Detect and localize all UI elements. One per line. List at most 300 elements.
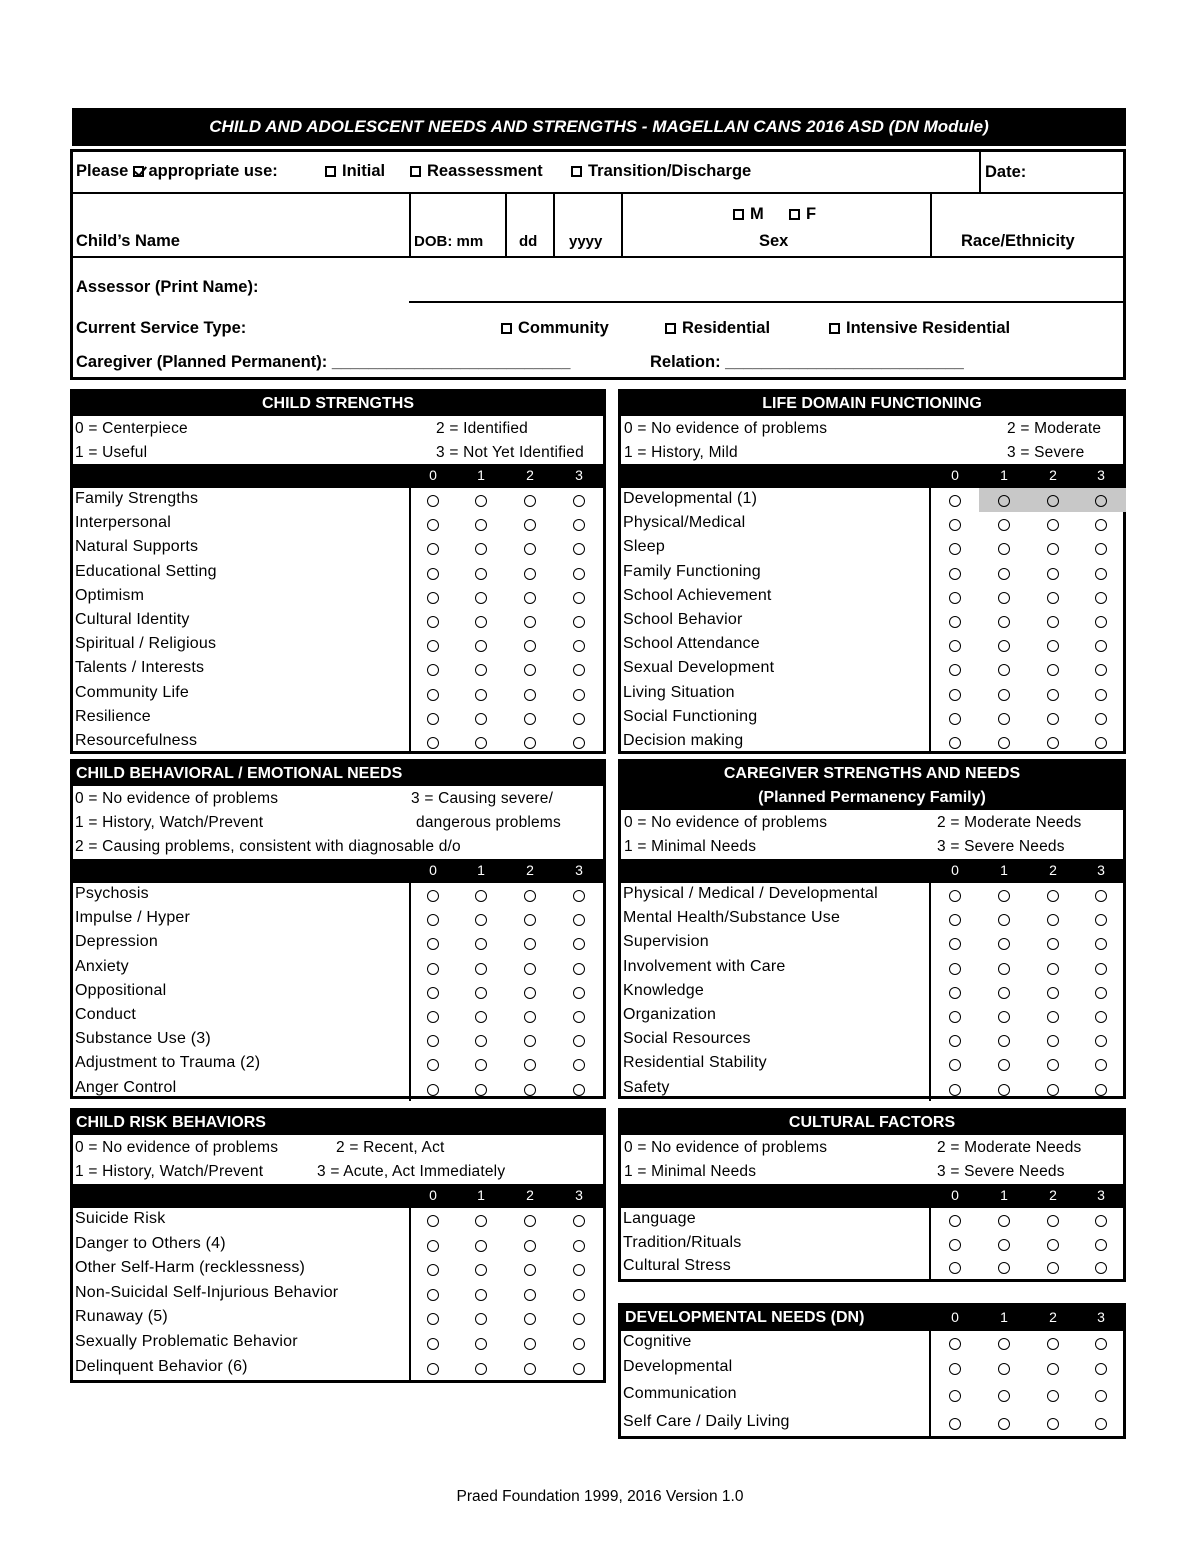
rating-radio-3[interactable] [573, 1011, 585, 1023]
rating-radio-3[interactable] [1095, 1338, 1107, 1350]
legend-item: 0 = No evidence of problems [624, 1139, 828, 1156]
rating-radio-0[interactable] [427, 1011, 439, 1023]
rating-radio-2[interactable] [524, 1215, 536, 1227]
rating-radio-1[interactable] [475, 519, 487, 531]
rating-radio-1[interactable] [475, 1289, 487, 1301]
rating-radio-0[interactable] [427, 987, 439, 999]
rating-radio-2[interactable] [1047, 1011, 1059, 1023]
rating-radio-2[interactable] [1047, 689, 1059, 701]
option-reassessment-label: Reassessment [427, 162, 543, 180]
rating-radio-0[interactable] [949, 737, 961, 749]
rating-radio-2[interactable] [524, 640, 536, 652]
rating-radio-1[interactable] [475, 1338, 487, 1350]
rating-radio-0[interactable] [949, 592, 961, 604]
item-label: Community Life [75, 683, 189, 701]
rating-radio-2[interactable] [1047, 1035, 1059, 1047]
rating-radio-3[interactable] [573, 1338, 585, 1350]
rating-radio-1[interactable] [998, 1338, 1010, 1350]
section-subtitle: (Planned Permanency Family) [758, 789, 986, 806]
rating-radio-0[interactable] [949, 1059, 961, 1071]
checkbox-icon[interactable] [501, 323, 512, 334]
rating-radio-1[interactable] [475, 568, 487, 580]
rating-row [621, 1356, 1123, 1383]
rating-radio-0[interactable] [949, 713, 961, 725]
rating-radio-2[interactable] [524, 1264, 536, 1276]
rating-radio-1[interactable] [998, 495, 1010, 507]
rating-radio-2[interactable] [524, 963, 536, 975]
rating-radio-1[interactable] [475, 495, 487, 507]
item-label: Resilience [75, 707, 151, 725]
item-label: Supervision [623, 933, 709, 951]
item-label: Anxiety [75, 957, 129, 975]
rating-radio-0[interactable] [949, 1084, 961, 1096]
legend-item: 2 = Moderate Needs [937, 814, 1082, 831]
rating-radio-3[interactable] [1095, 664, 1107, 676]
rating-radio-2[interactable] [1047, 1059, 1059, 1071]
rating-radio-2[interactable] [1047, 664, 1059, 676]
dob-dd-field[interactable]: dd [519, 233, 538, 250]
rating-radio-3[interactable] [573, 1035, 585, 1047]
rating-radio-0[interactable] [949, 1390, 961, 1402]
rating-radio-0[interactable] [427, 1215, 439, 1227]
rating-row [621, 1028, 1123, 1052]
rating-radio-0[interactable] [427, 1084, 439, 1096]
rating-radio-0[interactable] [427, 1035, 439, 1047]
rating-radio-2[interactable] [524, 1059, 536, 1071]
rating-radio-0[interactable] [427, 1264, 439, 1276]
rating-radio-0[interactable] [427, 737, 439, 749]
rating-radio-1[interactable] [998, 519, 1010, 531]
item-label: Physical/Medical [623, 514, 746, 532]
legend-item: 2 = Moderate Needs [937, 1139, 1082, 1156]
legend-item: 2 = Recent, Act [336, 1139, 445, 1156]
rating-radio-1[interactable] [998, 1059, 1010, 1071]
rating-radio-0[interactable] [949, 938, 961, 950]
rating-radio-1[interactable] [475, 1215, 487, 1227]
assessor-field[interactable]: Assessor (Print Name): [76, 278, 259, 296]
rating-radio-0[interactable] [949, 1338, 961, 1350]
section-title: CHILD STRENGTHS [73, 392, 603, 416]
rating-radio-0[interactable] [427, 616, 439, 628]
rating-row [73, 536, 603, 560]
item-label: School Achievement [623, 586, 772, 604]
rating-radio-2[interactable] [1047, 568, 1059, 580]
rating-radio-0[interactable] [427, 592, 439, 604]
dob-yyyy-field[interactable]: yyyy [569, 233, 603, 250]
race-ethnicity-field[interactable]: Race/Ethnicity [961, 232, 1075, 250]
rating-radio-0[interactable] [949, 616, 961, 628]
rating-radio-2[interactable] [1047, 737, 1059, 749]
rating-row [73, 931, 603, 955]
rating-radio-2[interactable] [524, 1035, 536, 1047]
scale-value: 0 [429, 467, 437, 483]
date-field[interactable]: Date: [985, 163, 1027, 181]
rating-row [73, 883, 603, 907]
checkbox-icon[interactable] [325, 166, 336, 177]
rating-radio-0[interactable] [427, 543, 439, 555]
section-title: CHILD BEHAVIORAL / EMOTIONAL NEEDS [73, 762, 603, 786]
rating-radio-0[interactable] [427, 1240, 439, 1252]
rating-radio-3[interactable] [573, 1084, 585, 1096]
rating-radio-1[interactable] [998, 616, 1010, 628]
rating-radio-2[interactable] [1047, 890, 1059, 902]
relation-field[interactable]: Relation: __________________________ [650, 353, 964, 371]
rating-radio-2[interactable] [524, 737, 536, 749]
rating-radio-3[interactable] [1095, 713, 1107, 725]
rating-radio-1[interactable] [998, 963, 1010, 975]
rating-radio-0[interactable] [427, 1313, 439, 1325]
rating-radio-1[interactable] [475, 1264, 487, 1276]
rating-radio-2[interactable] [1047, 987, 1059, 999]
rating-radio-3[interactable] [1095, 640, 1107, 652]
rating-radio-2[interactable] [524, 664, 536, 676]
rating-radio-3[interactable] [1095, 1239, 1107, 1251]
rating-radio-3[interactable] [573, 1313, 585, 1325]
rating-radio-3[interactable] [573, 890, 585, 902]
rating-radio-1[interactable] [475, 1035, 487, 1047]
rating-radio-1[interactable] [998, 592, 1010, 604]
rating-radio-1[interactable] [475, 963, 487, 975]
rating-radio-3[interactable] [573, 1240, 585, 1252]
rating-radio-2[interactable] [524, 616, 536, 628]
rating-radio-0[interactable] [427, 1338, 439, 1350]
option-initial-label: Initial [342, 162, 386, 180]
rating-radio-1[interactable] [998, 1262, 1010, 1274]
rating-radio-3[interactable] [573, 1289, 585, 1301]
rating-radio-2[interactable] [524, 689, 536, 701]
rating-radio-2[interactable] [524, 713, 536, 725]
rating-row [621, 1004, 1123, 1028]
rating-radio-3[interactable] [573, 963, 585, 975]
rating-radio-0[interactable] [427, 519, 439, 531]
rating-radio-2[interactable] [1047, 592, 1059, 604]
rating-radio-1[interactable] [475, 987, 487, 999]
rating-radio-1[interactable] [475, 543, 487, 555]
rating-radio-3[interactable] [1095, 543, 1107, 555]
scale-value: 2 [1049, 862, 1057, 878]
rating-radio-1[interactable] [998, 640, 1010, 652]
legend [73, 786, 603, 859]
rating-radio-3[interactable] [573, 519, 585, 531]
rating-radio-3[interactable] [573, 568, 585, 580]
rating-radio-3[interactable] [1095, 890, 1107, 902]
rating-radio-1[interactable] [475, 640, 487, 652]
checkbox-icon[interactable] [410, 166, 421, 177]
rating-radio-0[interactable] [949, 1262, 961, 1274]
rating-radio-0[interactable] [427, 1059, 439, 1071]
rating-radio-0[interactable] [949, 568, 961, 580]
rating-radio-1[interactable] [998, 689, 1010, 701]
rating-radio-2[interactable] [524, 987, 536, 999]
rating-radio-1[interactable] [475, 1084, 487, 1096]
rating-radio-3[interactable] [573, 713, 585, 725]
rating-radio-0[interactable] [949, 495, 961, 507]
rating-radio-2[interactable] [1047, 1084, 1059, 1096]
column-divider [929, 488, 931, 754]
rating-radio-3[interactable] [1095, 1059, 1107, 1071]
rating-radio-2[interactable] [524, 1313, 536, 1325]
rating-radio-3[interactable] [573, 987, 585, 999]
rating-radio-2[interactable] [1047, 938, 1059, 950]
rating-radio-2[interactable] [524, 1084, 536, 1096]
rating-radio-0[interactable] [427, 963, 439, 975]
rating-radio-0[interactable] [949, 1011, 961, 1023]
rating-row [73, 1077, 603, 1101]
rating-radio-3[interactable] [1095, 495, 1107, 507]
rating-radio-3[interactable] [573, 938, 585, 950]
rating-radio-2[interactable] [1047, 963, 1059, 975]
rating-radio-0[interactable] [949, 890, 961, 902]
rating-radio-2[interactable] [524, 1289, 536, 1301]
rating-radio-1[interactable] [998, 1011, 1010, 1023]
rating-radio-0[interactable] [949, 689, 961, 701]
rating-radio-0[interactable] [949, 1215, 961, 1227]
rating-radio-2[interactable] [524, 938, 536, 950]
rating-radio-3[interactable] [573, 640, 585, 652]
item-label: Educational Setting [75, 562, 217, 580]
rating-radio-1[interactable] [475, 1011, 487, 1023]
service-residential[interactable] [665, 319, 770, 338]
dob-mm-field[interactable]: DOB: mm [414, 233, 484, 250]
rating-radio-1[interactable] [475, 1363, 487, 1375]
rating-radio-0[interactable] [427, 1289, 439, 1301]
rating-radio-3[interactable] [573, 1264, 585, 1276]
rating-rows [621, 1331, 1123, 1436]
rating-radio-2[interactable] [1047, 1215, 1059, 1227]
scale-value: 0 [951, 1309, 959, 1325]
rating-radio-1[interactable] [998, 1239, 1010, 1251]
scale-header [73, 1184, 603, 1208]
legend-item: 0 = No evidence of problems [624, 420, 828, 437]
rating-radio-3[interactable] [1095, 1363, 1107, 1375]
sex-f-label: F [805, 205, 817, 223]
rating-row [73, 633, 603, 657]
checkbox-icon[interactable] [665, 323, 676, 334]
rating-row [621, 682, 1123, 706]
rating-radio-3[interactable] [1095, 689, 1107, 701]
item-label: Decision making [623, 731, 744, 749]
rating-radio-0[interactable] [427, 568, 439, 580]
rating-radio-2[interactable] [524, 914, 536, 926]
rating-row [73, 1028, 603, 1052]
rating-radio-3[interactable] [573, 689, 585, 701]
rating-radio-1[interactable] [998, 914, 1010, 926]
legend-item: 3 = Severe Needs [937, 1163, 1065, 1180]
checkbox-icon[interactable] [571, 166, 582, 177]
rating-radio-1[interactable] [998, 1215, 1010, 1227]
rating-radio-2[interactable] [524, 592, 536, 604]
rating-row [73, 609, 603, 633]
rating-row [621, 1232, 1123, 1256]
rating-radio-3[interactable] [1095, 1390, 1107, 1402]
rating-radio-3[interactable] [573, 737, 585, 749]
column-divider [409, 883, 411, 1101]
rating-radio-0[interactable] [949, 914, 961, 926]
rating-radio-2[interactable] [524, 543, 536, 555]
rating-radio-1[interactable] [998, 938, 1010, 950]
checkbox-icon[interactable] [829, 323, 840, 334]
option-initial[interactable] [325, 162, 385, 181]
rating-radio-3[interactable] [573, 616, 585, 628]
item-label: Communication [623, 1385, 737, 1402]
rating-radio-1[interactable] [475, 938, 487, 950]
rating-radio-3[interactable] [573, 495, 585, 507]
rating-radio-2[interactable] [1047, 1239, 1059, 1251]
service-residential-label: Residential [682, 319, 771, 337]
rating-radio-2[interactable] [1047, 713, 1059, 725]
rating-radio-3[interactable] [573, 1363, 585, 1375]
rating-radio-3[interactable] [1095, 1418, 1107, 1430]
rating-radio-1[interactable] [475, 1059, 487, 1071]
rating-radio-2[interactable] [524, 495, 536, 507]
rating-radio-1[interactable] [475, 616, 487, 628]
rating-radio-3[interactable] [1095, 568, 1107, 580]
rating-radio-3[interactable] [1095, 592, 1107, 604]
rating-row [73, 980, 603, 1004]
rating-radio-1[interactable] [475, 713, 487, 725]
rating-radio-3[interactable] [1095, 963, 1107, 975]
rating-radio-1[interactable] [998, 568, 1010, 580]
rating-radio-0[interactable] [427, 664, 439, 676]
rating-radio-3[interactable] [1095, 987, 1107, 999]
rating-radio-0[interactable] [427, 689, 439, 701]
scale-value: 0 [429, 862, 437, 878]
rating-row [73, 512, 603, 536]
item-label: Physical / Medical / Developmental [623, 885, 878, 902]
rating-radio-3[interactable] [1095, 914, 1107, 926]
rating-radio-0[interactable] [427, 713, 439, 725]
rating-radio-0[interactable] [949, 543, 961, 555]
rating-radio-1[interactable] [998, 1418, 1010, 1430]
rating-radio-1[interactable] [998, 890, 1010, 902]
rating-radio-0[interactable] [427, 890, 439, 902]
rating-radio-2[interactable] [524, 1338, 536, 1350]
rating-radio-2[interactable] [524, 1240, 536, 1252]
rating-radio-3[interactable] [573, 1059, 585, 1071]
rating-radio-1[interactable] [998, 1390, 1010, 1402]
section-title-block [621, 762, 1123, 810]
rating-radio-1[interactable] [475, 689, 487, 701]
rating-radio-2[interactable] [1047, 914, 1059, 926]
rating-radio-2[interactable] [1047, 519, 1059, 531]
rating-row [621, 1383, 1123, 1411]
rating-radio-3[interactable] [1095, 1011, 1107, 1023]
rating-radio-1[interactable] [475, 890, 487, 902]
item-label: Family Functioning [623, 562, 761, 580]
rating-radio-3[interactable] [1095, 737, 1107, 749]
rating-radio-2[interactable] [1047, 1363, 1059, 1375]
rating-radio-3[interactable] [573, 543, 585, 555]
rating-radio-2[interactable] [1047, 543, 1059, 555]
rating-radio-2[interactable] [524, 890, 536, 902]
rating-radio-0[interactable] [949, 1239, 961, 1251]
service-intensive-label: Intensive Residential [846, 319, 1011, 337]
rating-radio-2[interactable] [1047, 1390, 1059, 1402]
rating-radio-2[interactable] [524, 519, 536, 531]
rating-radio-3[interactable] [1095, 519, 1107, 531]
rating-radio-2[interactable] [524, 1011, 536, 1023]
rating-radio-3[interactable] [1095, 1215, 1107, 1227]
rating-radio-1[interactable] [475, 1313, 487, 1325]
rating-radio-2[interactable] [1047, 616, 1059, 628]
rating-radio-1[interactable] [475, 592, 487, 604]
rating-radio-2[interactable] [524, 568, 536, 580]
rating-radio-3[interactable] [573, 664, 585, 676]
rating-row [621, 585, 1123, 609]
checkbox-icon[interactable] [733, 209, 744, 220]
rating-radio-1[interactable] [998, 987, 1010, 999]
rating-radio-3[interactable] [573, 1215, 585, 1227]
sex-options[interactable] [733, 205, 816, 224]
rating-radio-2[interactable] [1047, 1338, 1059, 1350]
rating-radio-0[interactable] [949, 963, 961, 975]
scale-value: 1 [1000, 467, 1008, 483]
rating-radio-3[interactable] [1095, 616, 1107, 628]
rating-radio-3[interactable] [573, 914, 585, 926]
rating-radio-1[interactable] [998, 713, 1010, 725]
rating-radio-0[interactable] [427, 1363, 439, 1375]
rating-radio-0[interactable] [949, 640, 961, 652]
option-reassessment[interactable] [410, 162, 543, 181]
rating-radio-3[interactable] [1095, 1262, 1107, 1274]
rating-radio-2[interactable] [1047, 1262, 1059, 1274]
rating-radio-1[interactable] [475, 1240, 487, 1252]
rating-radio-1[interactable] [475, 664, 487, 676]
rating-radio-0[interactable] [949, 1035, 961, 1047]
rating-radio-0[interactable] [949, 519, 961, 531]
scale-value: 0 [429, 1187, 437, 1203]
rating-radio-1[interactable] [475, 737, 487, 749]
rating-radio-0[interactable] [949, 664, 961, 676]
service-community[interactable] [501, 319, 609, 338]
rating-radio-0[interactable] [949, 987, 961, 999]
rating-radio-2[interactable] [1047, 1418, 1059, 1430]
option-transition[interactable] [571, 162, 751, 181]
scale-value: 3 [575, 467, 583, 483]
rating-radio-3[interactable] [1095, 1035, 1107, 1047]
rating-radio-0[interactable] [949, 1418, 961, 1430]
form-header [70, 149, 1126, 380]
rating-row [621, 730, 1123, 754]
rating-radio-2[interactable] [1047, 495, 1059, 507]
caregiver-field[interactable]: Caregiver (Planned Permanent): __________________________ [76, 353, 571, 371]
checkbox-icon[interactable] [789, 209, 800, 220]
rating-row [621, 1411, 1123, 1436]
rating-radio-0[interactable] [427, 938, 439, 950]
rating-radio-3[interactable] [1095, 938, 1107, 950]
rating-radio-0[interactable] [427, 914, 439, 926]
rating-radio-3[interactable] [1095, 1084, 1107, 1096]
rating-radio-0[interactable] [427, 495, 439, 507]
item-label: Language [623, 1210, 696, 1227]
rating-radio-1[interactable] [998, 664, 1010, 676]
item-label: Delinquent Behavior (6) [75, 1357, 248, 1375]
rating-radio-2[interactable] [524, 1363, 536, 1375]
rating-radio-0[interactable] [949, 1363, 961, 1375]
legend-item: 1 = Minimal Needs [624, 1163, 757, 1180]
rating-radio-1[interactable] [998, 1084, 1010, 1096]
child-name-field[interactable]: Child’s Name [76, 232, 180, 250]
rating-radio-0[interactable] [427, 640, 439, 652]
rating-radio-2[interactable] [1047, 640, 1059, 652]
service-intensive-residential[interactable] [829, 319, 1010, 338]
rating-radio-1[interactable] [998, 1035, 1010, 1047]
rating-radio-1[interactable] [998, 737, 1010, 749]
rating-radio-1[interactable] [998, 1363, 1010, 1375]
rating-radio-1[interactable] [998, 543, 1010, 555]
rating-radio-3[interactable] [573, 592, 585, 604]
rating-radio-1[interactable] [475, 914, 487, 926]
